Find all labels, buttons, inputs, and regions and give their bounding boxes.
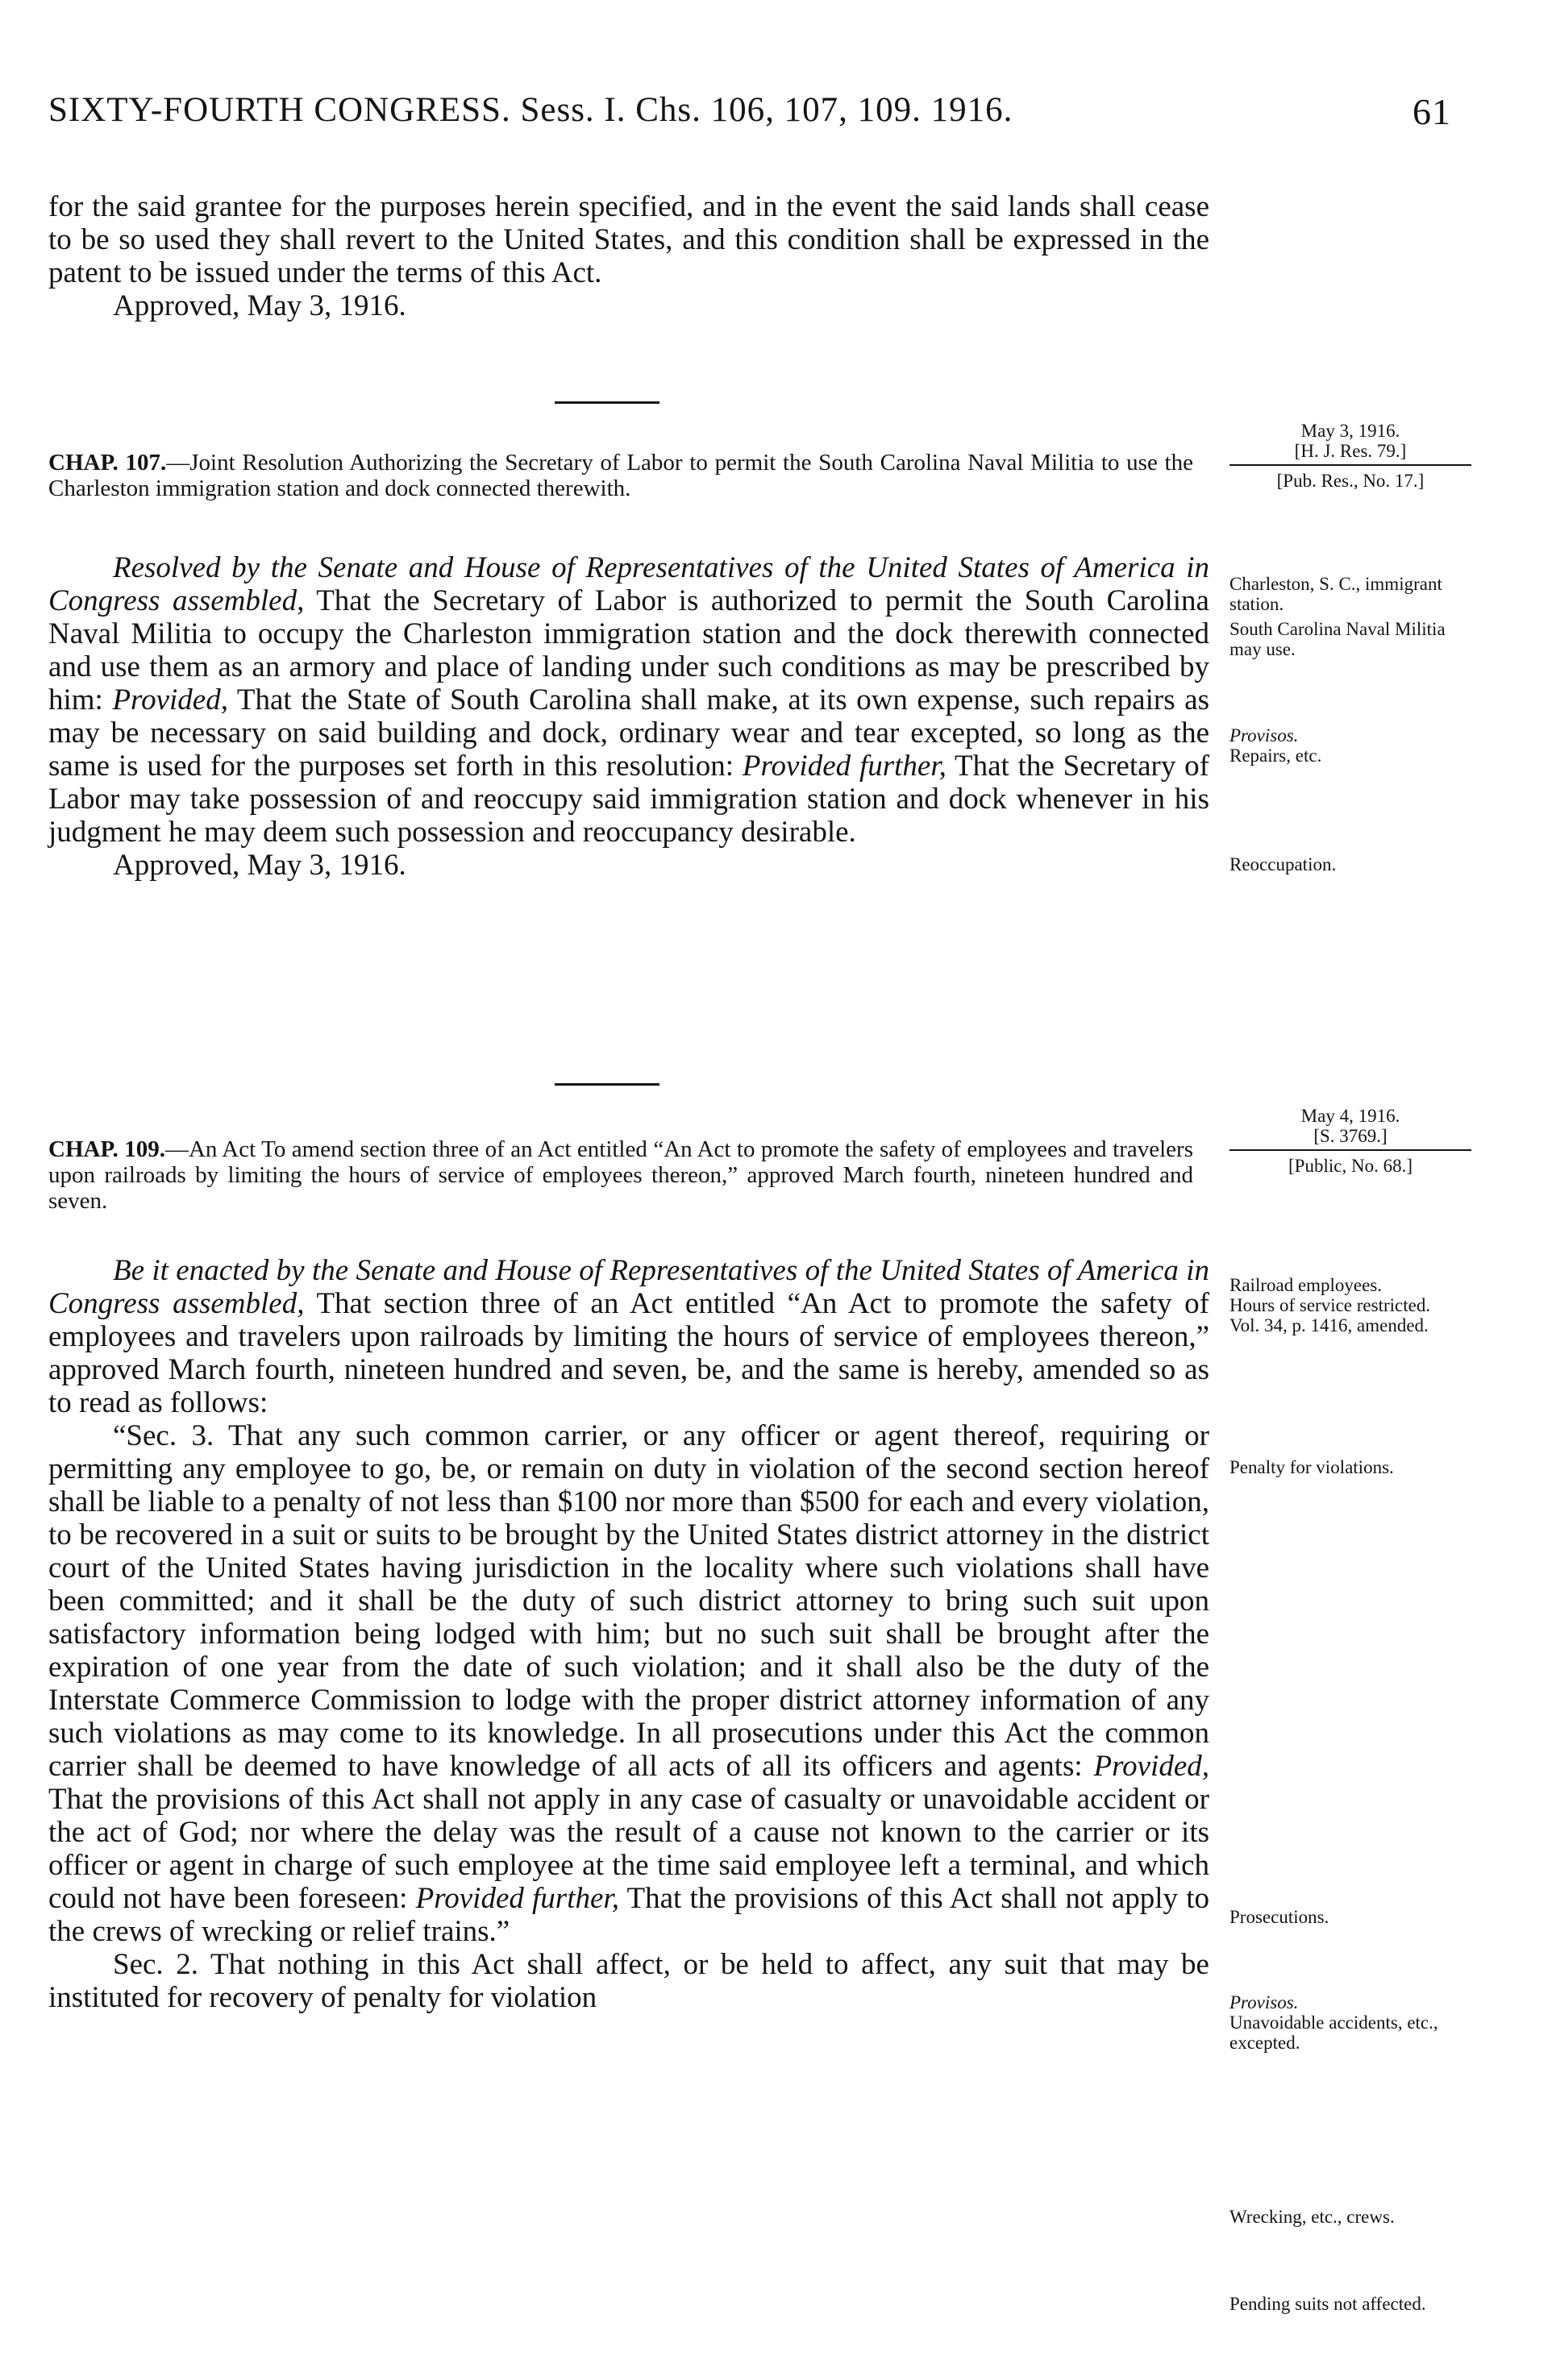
chap109-enacting (48, 1254, 1209, 1419)
chap109-title: —An Act To amend section three of an Act entitled “An Act to promote the safety of employees and travelers upon railroads by limiting the hours of service of employees thereon,” approved March fourth, nineteen hundred and seven. (48, 1136, 1193, 1214)
previous-act-approved: Approved, May 3, 1916. (113, 289, 406, 322)
chap107-pub: [Pub. Res., No. 17.] (1276, 471, 1425, 491)
chap107-enacting-clause: Resolved by the Senate and House of Representatives of the United States of America in Congress assembled, (48, 551, 1209, 617)
chap107-date: May 3, 1916. (1300, 421, 1400, 441)
sec3-proviso-2: Provided further, (415, 1882, 619, 1915)
sec3-text-3: That the provisions of this Act shall not apply to the crews of wrecking or relief trains.” (48, 1882, 1209, 1948)
chap107-sidenote-date (1229, 421, 1471, 491)
chap107-number: CHAP. 107. (48, 450, 167, 476)
previous-act-text (48, 190, 1209, 322)
chap107-proviso-2: Provided further, (742, 750, 946, 783)
chap109-sidenote-date (1229, 1106, 1471, 1176)
chap109-section-3 (48, 1419, 1209, 1948)
chap107-bill: [H. J. Res. 79.] (1294, 441, 1407, 461)
sec3-label: “Sec. 3. (113, 1419, 214, 1452)
margin-note-prosecutions: Prosecutions. (1229, 1907, 1329, 1927)
section-divider (555, 401, 659, 404)
margin-note-hours: Hours of service restricted. (1229, 1295, 1431, 1315)
chap109-section-2 (48, 1948, 1209, 2014)
section-divider (555, 1083, 659, 1086)
chap109-date: May 4, 1916. (1300, 1106, 1400, 1126)
margin-note-vol: Vol. 34, p. 1416, amended. (1229, 1315, 1429, 1335)
chap109-pub: [Public, No. 68.] (1288, 1156, 1412, 1176)
chap107-text-3: That the Secretary of Labor may take possession of and reoccupy said immigration station and dock whenever in his judgment he may deem such possession and reoccupancy desirable. (48, 750, 1209, 849)
chap107-text-2: That the State of South Carolina shall make, at its own expense, such repairs as may be necessary on said building and dock, ordinary wear and tear excepted, so long as the same is used for the purposes set forth in this resolution: (48, 683, 1209, 783)
chap109-heading (48, 1136, 1193, 1214)
sec3-text-2: That the provisions of this Act shall not apply in any case of casualty or unavoidable accident or the act of God; nor where the delay was the result of a cause not known to the carrier or its officer or agent in charge of such employee at the time said employee left a terminal, and which could not have been foreseen: (48, 1783, 1209, 1915)
margin-note-railroad (1229, 1275, 1471, 1335)
margin-note-charleston: Charleston, S. C., immigrant station. (1229, 574, 1442, 614)
margin-note-provisos (1229, 725, 1471, 766)
sec2-label: Sec. 2. (113, 1948, 199, 1981)
chap109-enacting-clause: Be it enacted by the Senate and House of Representatives of the United States of America in Congress assembled, (48, 1254, 1209, 1320)
margin-note-wrecking: Wrecking, etc., crews. (1229, 2207, 1395, 2227)
margin-note-militia: South Carolina Naval Militia may use. (1229, 619, 1446, 659)
margin-note-railroad-label: Railroad employees. (1229, 1275, 1383, 1295)
margin-note-reoccupation: Reoccupation. (1229, 854, 1337, 874)
chap107-title: —Joint Resolution Authorizing the Secretary of Labor to permit the South Carolina Naval Militia to use the Charleston immigration station and dock connected therewith. (48, 450, 1193, 501)
margin-note-repairs: Repairs, etc. (1229, 746, 1322, 766)
sidenote-rule (1229, 1149, 1471, 1151)
page-number: 61 (1412, 91, 1451, 132)
chap109-bill: [S. 3769.] (1313, 1126, 1388, 1146)
margin-note-pending: Pending suits not affected. (1229, 2294, 1426, 2314)
running-head: SIXTY-FOURTH CONGRESS. Sess. I. Chs. 106, 107, 109. 1916. (48, 91, 1013, 129)
chap107-proviso-1: Provided, (112, 683, 228, 716)
previous-act-paragraph: for the said grantee for the purposes herein specified, and in the event the said lands shall cease to be so used they shall revert to the United States, and this condition shall be expressed in the patent to be issued under the terms of this Act. (48, 190, 1209, 289)
chap107-approved: Approved, May 3, 1916. (113, 849, 406, 882)
chap109-body (48, 1254, 1209, 2014)
margin-note-provisos-2 (1229, 1992, 1471, 2053)
margin-note-unavoidable: Unavoidable accidents, etc., excepted. (1229, 2012, 1438, 2053)
chap107-body (48, 551, 1209, 882)
chap107-resolution (48, 551, 1209, 849)
margin-note-provisos-2-label: Provisos. (1229, 1992, 1299, 2012)
margin-note-provisos-label: Provisos. (1229, 725, 1299, 746)
sec2-text: That nothing in this Act shall affect, or be held to affect, any suit that may be instituted for recovery of penalty for violation (48, 1948, 1209, 2014)
sidenote-rule (1229, 464, 1471, 466)
margin-note-penalty: Penalty for violations. (1229, 1457, 1394, 1477)
sec3-proviso-1: Provided, (1093, 1750, 1210, 1783)
chap109-number: CHAP. 109. (48, 1136, 165, 1162)
sec3-text-1: That any such common carrier, or any officer or agent thereof, requiring or permitting any employee to go, be, or remain on duty in violation of the second section hereof shall be liable to a penalty of not less than $100 nor more than $500 for each and every violation, to be recovered in a suit or suits to be brought by the United States district attorney in the district court of the United States having jurisdiction in the locality where such violations shall have been committed; and it shall be the duty of such district attorney to bring such suit upon satisfactory information being lodged with him; but no such suit shall be brought after the expiration of one year from the date of such violation; and it shall also be the duty of the Interstate Commerce Commission to lodge with the proper district attorney information of any such violations as may come to its knowledge. In all prosecutions under this Act the common carrier shall be deemed to have knowledge of all acts of all its officers and agents: (48, 1419, 1209, 1783)
running-header (48, 90, 1451, 147)
chap107-heading (48, 450, 1193, 501)
chap109-enacting-rest: That section three of an Act entitled “An Act to promote the safety of employees and travelers upon railroads by limiting the hours of service of employees thereon,” approved March fourth, nineteen hundred and seven, be, and the same is hereby, amended so as to read as follows: (48, 1287, 1209, 1419)
chap107-text-1: That the Secretary of Labor is authorized to permit the South Carolina Naval Militia to occupy the Charleston immigration station and the dock therewith connected and use them as an armory and place of landing under such conditions as may be prescribed by him: (48, 584, 1209, 716)
